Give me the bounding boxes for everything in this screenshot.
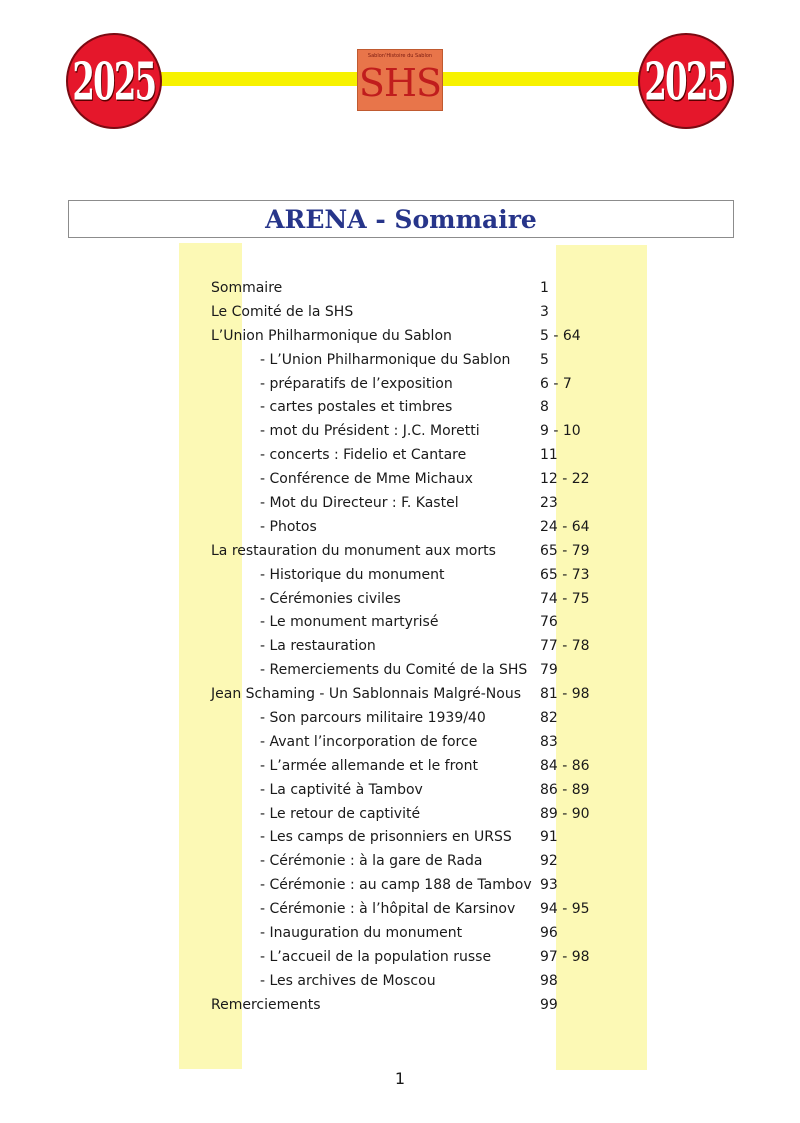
- toc-subentry: [211, 349, 631, 373]
- toc-subentry: [211, 731, 631, 755]
- page-title: ARENA - Sommaire: [265, 204, 537, 234]
- toc-entry-title: - Avant l’incorporation de force: [260, 733, 478, 750]
- toc-entry-page: 8: [540, 399, 549, 416]
- year-badge-right: [638, 33, 734, 129]
- toc-entry: [211, 301, 631, 325]
- toc-subentry: [211, 874, 631, 898]
- toc-entry-page: 65 - 73: [540, 566, 590, 583]
- toc-entry-page: 1: [540, 280, 549, 296]
- toc-entry-page: 84 - 86: [540, 757, 590, 774]
- toc-subentry: [211, 755, 631, 779]
- toc-subentry: [211, 468, 631, 492]
- toc-entry-title: - L’accueil de la population russe: [260, 948, 492, 965]
- toc-subentry: [211, 373, 631, 397]
- toc-entry-title: Remerciements: [211, 996, 321, 1013]
- toc-entry-page: 89 - 90: [540, 805, 590, 822]
- toc-entry-title: - La captivité à Tambov: [260, 781, 423, 798]
- toc-subentry: [211, 946, 631, 970]
- toc-entry-page: 96: [540, 925, 558, 942]
- toc-entry-page: 91: [540, 829, 558, 846]
- toc-entry-title: - L’Union Philharmonique du Sablon: [260, 351, 511, 368]
- toc-subentry: [211, 516, 631, 540]
- toc-entry-title: - Les camps de prisonniers en URSS: [260, 829, 512, 846]
- toc-entry-page: 23: [540, 495, 558, 512]
- toc-entry: [211, 277, 631, 301]
- toc-entry-title: - préparatifs de l’exposition: [260, 375, 453, 392]
- toc-entry-title: - Cérémonie : au camp 188 de Tambov: [260, 877, 532, 894]
- toc-entry: [211, 994, 631, 1018]
- toc-entry: [211, 540, 631, 564]
- shs-logo: [357, 49, 443, 111]
- toc-entry-title: - concerts : Fidelio et Cantare: [260, 447, 467, 464]
- toc-entry-title: - Cérémonies civiles: [260, 590, 401, 607]
- toc-entry-page: 6 - 7: [540, 375, 572, 392]
- toc-entry-page: 65 - 79: [540, 542, 590, 559]
- toc-entry: [211, 683, 631, 707]
- toc-entry-title: - Mot du Directeur : F. Kastel: [260, 495, 459, 512]
- toc-entry-page: 82: [540, 710, 558, 727]
- toc-subentry: [211, 564, 631, 588]
- toc-subentry: [211, 826, 631, 850]
- toc-entry-page: 77 - 78: [540, 638, 590, 655]
- toc-entry-page: 98: [540, 972, 558, 989]
- logo-letters: [358, 61, 442, 105]
- toc-subentry: [211, 420, 631, 444]
- toc-subentry: [211, 611, 631, 635]
- year-badge-left: [66, 33, 162, 129]
- toc-entry-title: - Inauguration du monument: [260, 925, 463, 942]
- toc-entry-title: - La restauration: [260, 638, 376, 655]
- toc-subentry: [211, 898, 631, 922]
- toc-entry-page: 9 - 10: [540, 423, 581, 440]
- toc-entry-page: 92: [540, 853, 558, 870]
- logo-caption: Sablon'Histoire du Sablon: [367, 53, 433, 59]
- toc-subentry: [211, 803, 631, 827]
- toc-subentry: [211, 707, 631, 731]
- toc-entry-title: - Le monument martyrisé: [260, 614, 439, 631]
- toc-entry-title: Le Comité de la SHS: [211, 303, 354, 320]
- toc-entry-title: - Le retour de captivité: [260, 805, 421, 822]
- toc-subentry: [211, 492, 631, 516]
- toc-entry-page: 83: [540, 733, 558, 750]
- toc-entry-title: - Historique du monument: [260, 566, 445, 583]
- toc-entry-page: 99: [540, 996, 558, 1013]
- toc-subentry: [211, 970, 631, 994]
- toc-entry-title: Jean Schaming - Un Sablonnais Malgré-Nous: [211, 686, 522, 703]
- toc-entry-title: - Conférence de Mme Michaux: [260, 471, 473, 488]
- toc-entry-page: 79: [540, 662, 558, 679]
- toc-subentry: [211, 588, 631, 612]
- toc-subentry: [211, 922, 631, 946]
- title-box: [68, 200, 734, 238]
- toc-entry-title: - L’armée allemande et le front: [260, 757, 478, 774]
- toc-entry-page: 97 - 98: [540, 948, 590, 965]
- toc-entry-page: 3: [540, 303, 549, 320]
- toc-entry-page: 11: [540, 447, 558, 464]
- table-of-contents: [211, 277, 631, 1018]
- toc-entry-title: - Photos: [260, 518, 317, 535]
- toc-subentry: [211, 396, 631, 420]
- toc-entry-title: La restauration du monument aux morts: [211, 542, 496, 559]
- toc-entry-title: - Remerciements du Comité de la SHS: [260, 662, 528, 679]
- toc-entry-page: 74 - 75: [540, 590, 590, 607]
- toc-entry-page: 24 - 64: [540, 518, 590, 535]
- year-badge-left-text: 2025: [72, 50, 156, 112]
- toc-subentry: [211, 779, 631, 803]
- toc-entry-title: - cartes postales et timbres: [260, 399, 453, 416]
- toc-entry-title: - Cérémonie : à l’hôpital de Karsinov: [260, 901, 516, 918]
- toc-entry-page: 5: [540, 351, 549, 368]
- toc-entry-page: 76: [540, 614, 558, 631]
- toc-entry-title: - Les archives de Moscou: [260, 972, 436, 989]
- toc-entry-page: 94 - 95: [540, 901, 590, 918]
- toc-subentry: [211, 635, 631, 659]
- toc-entry-title: - Cérémonie : à la gare de Rada: [260, 853, 483, 870]
- year-badge-right-text: 2025: [644, 50, 728, 112]
- toc-subentry: [211, 850, 631, 874]
- logo-letters-text: SHS: [358, 61, 442, 105]
- toc-entry-page: 86 - 89: [540, 781, 590, 798]
- toc-entry: [211, 325, 631, 349]
- toc-entry-title: - mot du Président : J.C. Moretti: [260, 423, 480, 440]
- toc-entry-page: 81 - 98: [540, 686, 590, 703]
- toc-entry-title: - Son parcours militaire 1939/40: [260, 710, 486, 727]
- toc-subentry: [211, 659, 631, 683]
- toc-entry-page: 93: [540, 877, 558, 894]
- toc-subentry: [211, 444, 631, 468]
- toc-entry-page: 5 - 64: [540, 327, 581, 344]
- page-number: 1: [394, 1069, 406, 1088]
- toc-entry-page: 12 - 22: [540, 471, 590, 488]
- toc-entry-title: L’Union Philharmonique du Sablon: [211, 327, 452, 344]
- toc-entry-title: Sommaire: [211, 280, 283, 296]
